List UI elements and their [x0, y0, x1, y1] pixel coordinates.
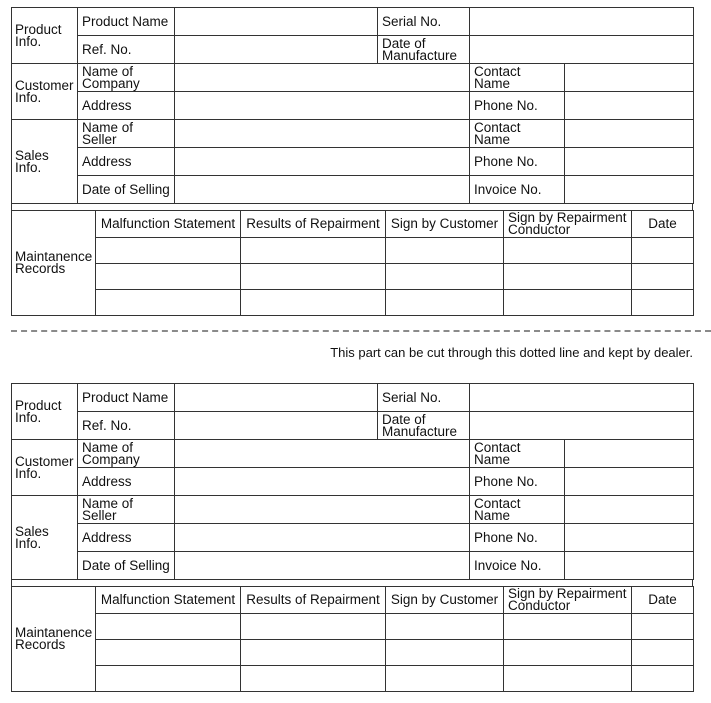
name-of-seller-field[interactable] — [175, 120, 470, 148]
date-of-manufacture-label: Date of Manufacture — [378, 412, 470, 440]
ref-no-label: Ref. No. — [78, 36, 175, 64]
record-cell[interactable] — [241, 290, 386, 316]
warranty-form-bottom — [11, 383, 693, 692]
product-name-field[interactable] — [175, 8, 378, 36]
seller-contact-name-label: Contact Name — [470, 120, 565, 148]
date-of-selling-label: Date of Selling — [78, 552, 175, 580]
date-of-manufacture-field[interactable] — [470, 412, 694, 440]
product-info-label: Product Info. — [12, 8, 78, 64]
info-table — [11, 383, 694, 580]
serial-no-label: Serial No. — [378, 8, 470, 36]
address-field[interactable] — [175, 468, 470, 496]
name-of-company-label: Name of Company — [78, 64, 175, 92]
date-of-selling-field[interactable] — [175, 176, 470, 204]
seller-contact-name-field[interactable] — [565, 120, 694, 148]
record-cell[interactable] — [241, 640, 386, 666]
product-name-label: Product Name — [78, 384, 175, 412]
ref-no-label: Ref. No. — [78, 412, 175, 440]
date-header: Date — [632, 587, 694, 614]
record-cell[interactable] — [504, 264, 632, 290]
record-cell[interactable] — [386, 290, 504, 316]
record-cell[interactable] — [241, 264, 386, 290]
record-cell[interactable] — [504, 290, 632, 316]
sales-info-label: Sales Info. — [12, 120, 78, 204]
record-cell[interactable] — [96, 666, 241, 692]
invoice-no-label: Invoice No. — [470, 176, 565, 204]
record-cell[interactable] — [96, 640, 241, 666]
record-cell[interactable] — [386, 666, 504, 692]
record-cell[interactable] — [96, 264, 241, 290]
record-cell[interactable] — [96, 614, 241, 640]
record-cell[interactable] — [632, 614, 694, 640]
record-cell[interactable] — [632, 666, 694, 692]
sales-address-field[interactable] — [175, 524, 470, 552]
customer-info-label: Customer Info. — [12, 440, 78, 496]
record-cell[interactable] — [386, 614, 504, 640]
record-cell[interactable] — [386, 640, 504, 666]
name-of-company-field[interactable] — [175, 440, 470, 468]
sales-phone-no-label: Phone No. — [470, 524, 565, 552]
record-cell[interactable] — [96, 290, 241, 316]
record-cell[interactable] — [241, 614, 386, 640]
invoice-no-label: Invoice No. — [470, 552, 565, 580]
maintenance-table — [11, 210, 694, 316]
sign-by-conductor-header: Sign by Repairment Conductor — [504, 211, 632, 238]
record-cell[interactable] — [96, 238, 241, 264]
results-of-repairment-header: Results of Repairment — [241, 211, 386, 238]
phone-no-field[interactable] — [565, 92, 694, 120]
cut-dotted-line — [11, 330, 711, 332]
contact-name-field[interactable] — [565, 440, 694, 468]
maintenance-records-label: Maintanence Records — [12, 211, 96, 316]
sales-phone-no-label: Phone No. — [470, 148, 565, 176]
record-cell[interactable] — [386, 238, 504, 264]
malfunction-statement-header: Malfunction Statement — [96, 587, 241, 614]
sign-by-customer-header: Sign by Customer — [386, 587, 504, 614]
address-field[interactable] — [175, 92, 470, 120]
record-cell[interactable] — [241, 666, 386, 692]
sign-by-conductor-header: Sign by Repairment Conductor — [504, 587, 632, 614]
record-cell[interactable] — [504, 238, 632, 264]
serial-no-label: Serial No. — [378, 384, 470, 412]
date-of-selling-field[interactable] — [175, 552, 470, 580]
serial-no-field[interactable] — [470, 8, 694, 36]
contact-name-field[interactable] — [565, 64, 694, 92]
address-label: Address — [78, 92, 175, 120]
sign-by-customer-header: Sign by Customer — [386, 211, 504, 238]
date-header: Date — [632, 211, 694, 238]
sales-phone-no-field[interactable] — [565, 524, 694, 552]
record-cell[interactable] — [504, 640, 632, 666]
name-of-seller-label: Name of Seller — [78, 496, 175, 524]
date-of-selling-label: Date of Selling — [78, 176, 175, 204]
record-cell[interactable] — [632, 238, 694, 264]
invoice-no-field[interactable] — [565, 176, 694, 204]
name-of-seller-label: Name of Seller — [78, 120, 175, 148]
name-of-company-label: Name of Company — [78, 440, 175, 468]
seller-contact-name-field[interactable] — [565, 496, 694, 524]
phone-no-label: Phone No. — [470, 92, 565, 120]
name-of-seller-field[interactable] — [175, 496, 470, 524]
results-of-repairment-header: Results of Repairment — [241, 587, 386, 614]
date-of-manufacture-label: Date of Manufacture — [378, 36, 470, 64]
product-name-field[interactable] — [175, 384, 378, 412]
record-cell[interactable] — [386, 264, 504, 290]
record-cell[interactable] — [504, 666, 632, 692]
maintenance-table — [11, 586, 694, 692]
sales-address-label: Address — [78, 524, 175, 552]
sales-address-label: Address — [78, 148, 175, 176]
ref-no-field[interactable] — [175, 36, 378, 64]
malfunction-statement-header: Malfunction Statement — [96, 211, 241, 238]
ref-no-field[interactable] — [175, 412, 378, 440]
cut-note: This part can be cut through this dotted line and kept by dealer. — [330, 345, 693, 360]
customer-info-label: Customer Info. — [12, 64, 78, 120]
sales-address-field[interactable] — [175, 148, 470, 176]
serial-no-field[interactable] — [470, 384, 694, 412]
date-of-manufacture-field[interactable] — [470, 36, 694, 64]
phone-no-label: Phone No. — [470, 468, 565, 496]
contact-name-label: Contact Name — [470, 440, 565, 468]
record-cell[interactable] — [632, 640, 694, 666]
info-table — [11, 7, 694, 204]
maintenance-records-label: Maintanence Records — [12, 587, 96, 692]
record-cell[interactable] — [504, 614, 632, 640]
seller-contact-name-label: Contact Name — [470, 496, 565, 524]
name-of-company-field[interactable] — [175, 64, 470, 92]
sales-info-label: Sales Info. — [12, 496, 78, 580]
warranty-form-top — [11, 7, 693, 316]
invoice-no-field[interactable] — [565, 552, 694, 580]
product-info-label: Product Info. — [12, 384, 78, 440]
product-name-label: Product Name — [78, 8, 175, 36]
contact-name-label: Contact Name — [470, 64, 565, 92]
record-cell[interactable] — [241, 238, 386, 264]
address-label: Address — [78, 468, 175, 496]
record-cell[interactable] — [632, 264, 694, 290]
phone-no-field[interactable] — [565, 468, 694, 496]
record-cell[interactable] — [632, 290, 694, 316]
sales-phone-no-field[interactable] — [565, 148, 694, 176]
